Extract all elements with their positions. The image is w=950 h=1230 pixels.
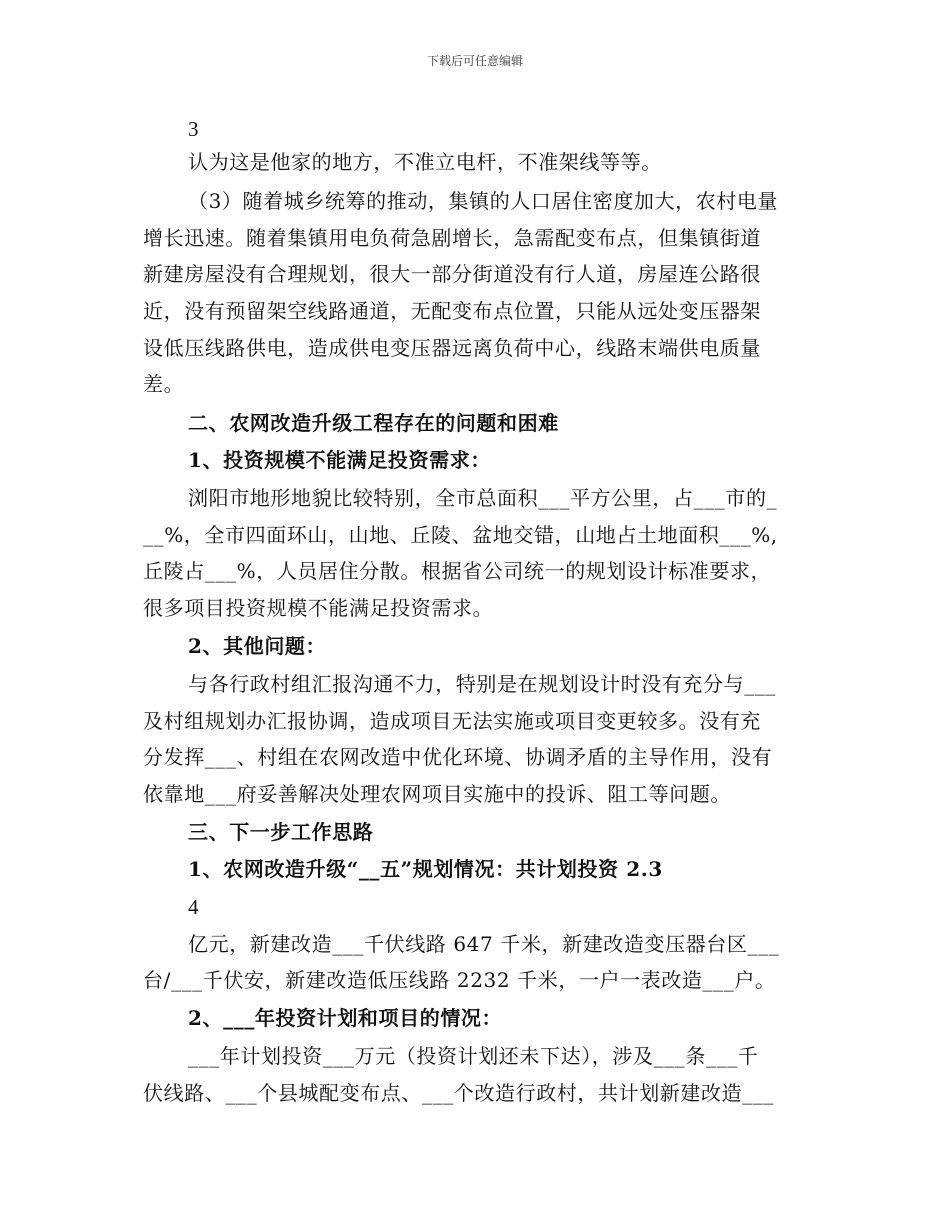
paragraph-line: 与各行政村组汇报沟通不力，特别是在规划设计时没有充分与___: [188, 672, 776, 696]
paragraph-line: 认为这是他家的地方，不准立电杆，不准架线等等。: [188, 150, 662, 174]
paragraph-line: 设低压线路供电，造成供电变压器远离负荷中心，线路末端供电质量: [143, 336, 761, 360]
paragraph-line: 近，没有预留架空线路通道，无配变布点位置，只能从远处变压器架: [143, 299, 761, 323]
page-number-mid: 4: [188, 895, 200, 919]
subsection-heading: 1、农网改造升级“__五”规划情况：共计划投资 2.3: [188, 857, 663, 881]
paragraph-line: 分发挥___、村组在农网改造中优化环境、协调矛盾的主导作用，没有: [143, 745, 773, 769]
paragraph-line: 亿元，新建改造___千伏线路 647 千米，新建改造变压器台区___: [188, 932, 780, 956]
paragraph-line: 台/___千伏安，新建改造低压线路 2232 千米，一户一表改造___户。: [143, 968, 776, 992]
subsection-heading: 2、其他问题：: [188, 634, 327, 658]
paragraph-line: __%，全市四面环山，山地、丘陵、盆地交错，山地占土地面积___%,: [143, 523, 778, 547]
paragraph-line: 增长迅速。随着集镇用电负荷急剧增长，急需配变布点，但集镇街道: [143, 226, 761, 250]
paragraph-line: ___年计划投资___万元（投资计划还未下达），涉及___条___千: [188, 1044, 759, 1068]
paragraph-line: 依靠地___府妥善解决处理农网项目实施中的投诉、阻工等问题。: [143, 782, 731, 806]
paragraph-line: 及村组规划办汇报协调，造成项目无法实施或项目变更较多。没有充: [143, 709, 761, 733]
section-heading: 三、下一步工作思路: [188, 820, 374, 844]
section-heading: 二、农网改造升级工程存在的问题和困难: [188, 411, 559, 435]
paragraph-line: 很多项目投资规模不能满足投资需求。: [143, 596, 494, 620]
paragraph-line: 伏线路、___个县城配变布点、___个改造行政村，共计划新建改造___: [143, 1081, 774, 1105]
page-number-top: 3: [188, 117, 200, 141]
subsection-heading: 2、___年投资计划和项目的情况：: [188, 1006, 503, 1030]
paragraph-line: 新建房屋没有合理规划，很大一部分街道没有行人道，房屋连公路很: [143, 262, 761, 286]
paragraph-line: （3）随着城乡统筹的推动，集镇的人口居住密度加大，农村电量: [188, 189, 779, 213]
subsection-heading: 1、投资规模不能满足投资需求：: [188, 448, 491, 472]
paragraph-line: 差。: [143, 372, 185, 396]
page-header: 下载后可任意编辑: [426, 54, 523, 68]
paragraph-line: 丘陵占___%，人员居住分散。根据省公司统一的规划设计标准要求，: [143, 559, 772, 583]
paragraph-line: 浏阳市地形地貌比较特别，全市总面积___平方公里，占___市的_: [188, 486, 778, 510]
